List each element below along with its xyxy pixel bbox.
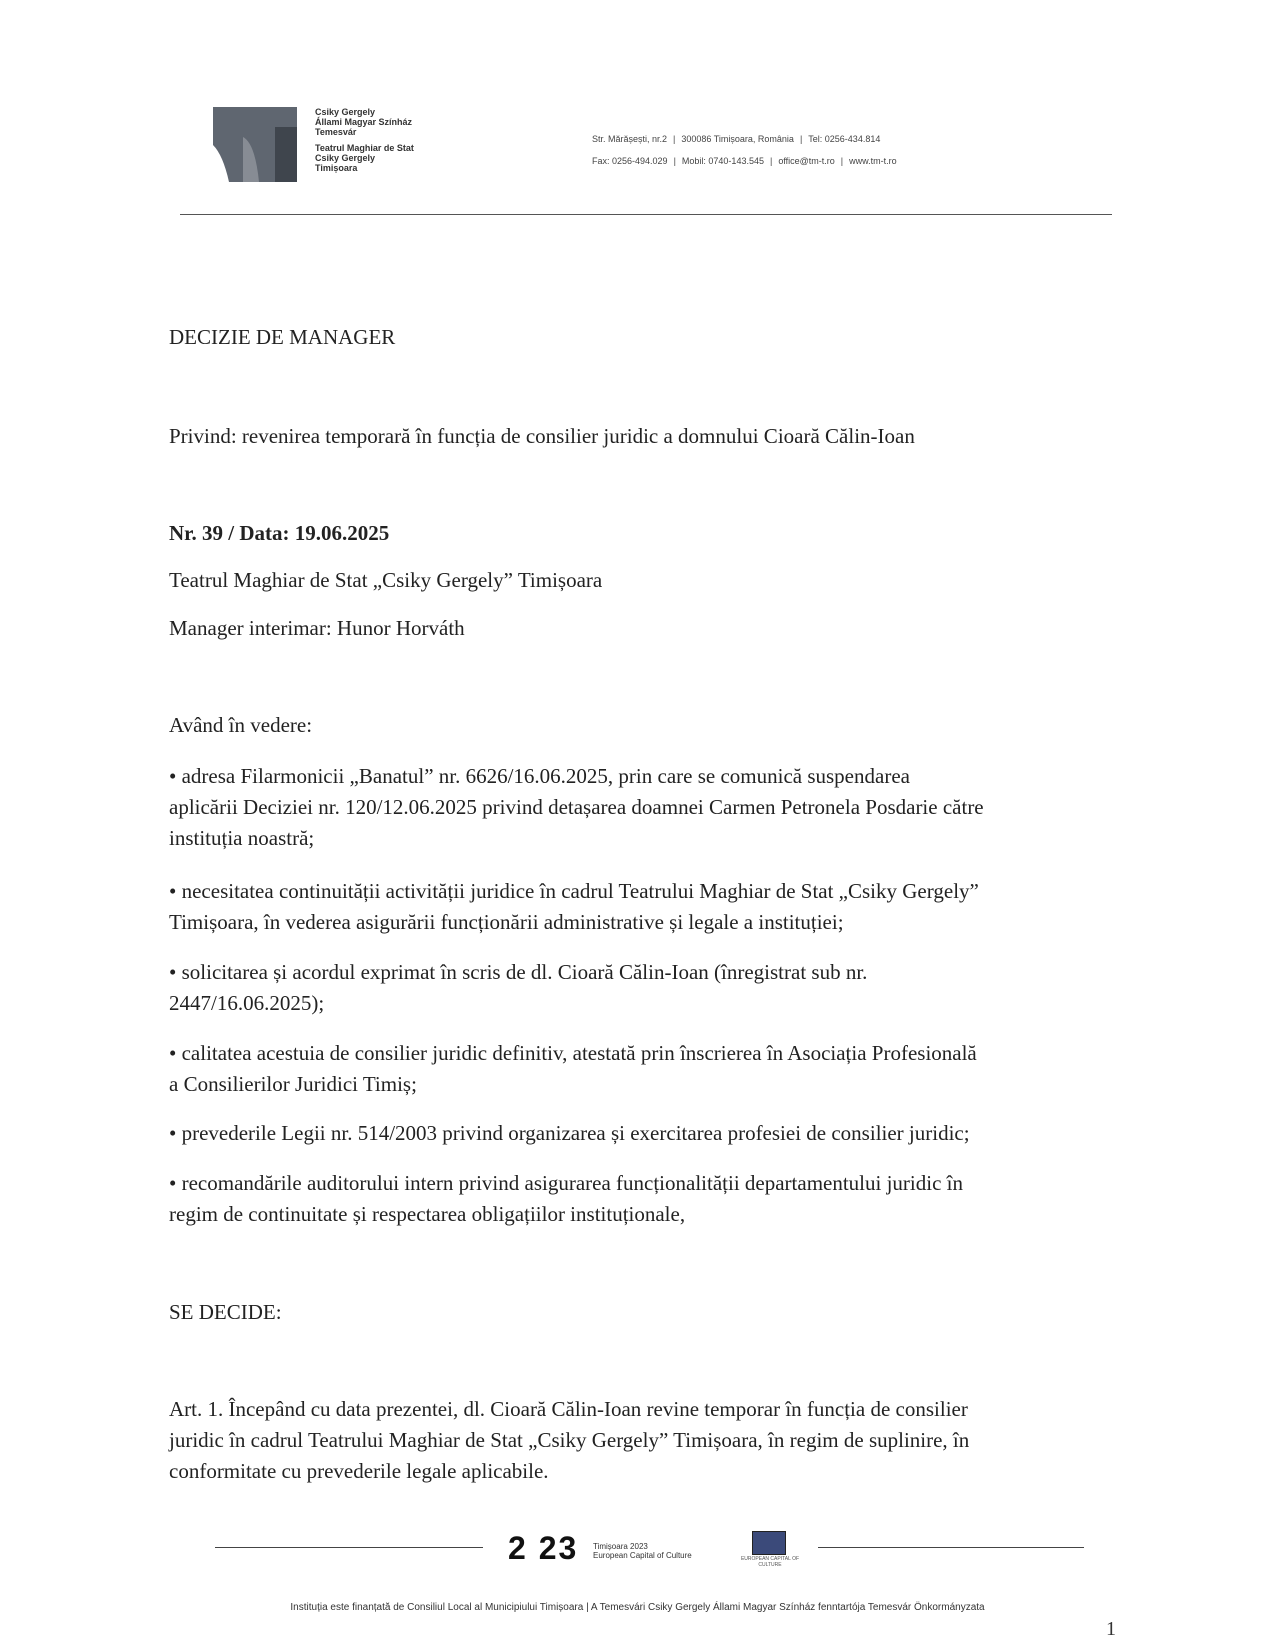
article-1-line-2: juridic în cadrul Teatrului Maghiar de Stat „Csiky Gergely” Timișoara, în regim de suplinire, în (169, 1428, 970, 1452)
phone: Tel: 0256-434.814 (808, 134, 881, 144)
article-1-line-3: conformitate cu prevederile legale aplicabile. (169, 1459, 549, 1483)
bullet-1-line-2: aplicării Deciziei nr. 120/12.06.2025 privind detașarea doamnei Carmen Petronela Posdarie către (169, 795, 984, 819)
org-name-ro-2: Csiky Gergely (315, 153, 376, 163)
bullet-3-line-1: • solicitarea și acordul exprimat în scris de dl. Cioară Călin-Ioan (înregistrat sub nr. (169, 960, 868, 984)
bullet-6-line-1: • recomandările auditorului intern privind asigurarea funcționalității departamentului juridic în (169, 1171, 964, 1195)
org-name-hu-1: Csiky Gergely (315, 107, 376, 117)
capital-digits: 2 23 (508, 1530, 579, 1566)
org-name-block (315, 107, 465, 173)
bullet-6 (169, 1168, 963, 1230)
considering-label: Având în vedere: (169, 713, 313, 737)
org-name-hu-3: Temesvár (315, 127, 357, 137)
email: office@tm-t.ro (778, 156, 835, 166)
bullet-4-line-2: a Consilierilor Juridici Timiș; (169, 1072, 417, 1096)
document-subject: Privind: revenirea temporară în funcția de consilier juridic a domnului Cioară Călin-Ioan (169, 424, 915, 448)
address: Str. Mărășești, nr.2 (592, 134, 668, 144)
number-date: Nr. 39 / Data: 19.06.2025 (169, 521, 390, 545)
bullet-3 (169, 957, 867, 1019)
article-1 (169, 1394, 969, 1487)
document-heading: DECIZIE DE MANAGER (169, 325, 396, 349)
manager-name: Manager interimar: Hunor Horváth (169, 616, 465, 640)
theatre-logo (213, 107, 297, 182)
funding-note: Instituția este finanțată de Consiliul Local al Municipiului Timișoara | A Temesvári Csiky Gergely Állami Magyar Színház fenntartója Temesvár Önkormányzata (290, 1602, 985, 1613)
footer-divider-left (215, 1547, 483, 1548)
capital-text (593, 1542, 692, 1560)
bullet-1-line-3: instituția noastră; (169, 826, 315, 850)
bullet-1 (169, 761, 984, 854)
website: www.tm-t.ro (849, 156, 897, 166)
bullet-2 (169, 876, 979, 938)
bullet-6-line-2: regim de continuitate și respectarea obligațiilor instituționale, (169, 1202, 686, 1226)
postal-address: 300086 Timișoara, România (681, 134, 794, 144)
capital-line-1: Timișoara 2023 (593, 1542, 648, 1551)
mobile: Mobil: 0740-143.545 (681, 156, 764, 166)
header-divider (180, 214, 1112, 215)
eu-flag-icon (752, 1531, 786, 1555)
contact-block (592, 128, 1112, 172)
bullet-4 (169, 1038, 977, 1100)
institution-name: Teatrul Maghiar de Stat „Csiky Gergely” Timișoara (169, 568, 603, 592)
org-name-ro-3: Timișoara (315, 163, 358, 173)
org-name-hu-2: Állami Magyar Színház (315, 117, 413, 127)
bullet-3-line-2: 2447/16.06.2025); (169, 991, 325, 1015)
fax: Fax: 0256-494.029 (592, 156, 668, 166)
bullet-1-line-1: • adresa Filarmonicii „Banatul” nr. 6626/16.06.2025, prin care se comunică suspendarea (169, 764, 910, 788)
bullet-5 (169, 1118, 970, 1149)
contact-line-1: Str. Mărășești, nr.2 | 300086 Timișoara, România | Tel: 0256-434.814 (592, 134, 881, 144)
article-1-line-1: Art. 1. Începând cu data prezentei, dl. Cioară Călin-Ioan revine temporar în funcția de consilier (169, 1397, 968, 1421)
capital-line-2: European Capital of Culture (593, 1551, 692, 1560)
footer-divider-right (818, 1547, 1084, 1548)
bullet-2-line-2: Timișoara, în vederea asigurării funcționării administrative și legale a instituției; (169, 910, 844, 934)
bullet-5-line-1: • prevederile Legii nr. 514/2003 privind organizarea și exercitarea profesiei de consilier juridic; (169, 1121, 970, 1145)
bullet-2-line-1: • necesitatea continuității activității juridice în cadrul Teatrului Maghiar de Stat „Csiky Gergely” (169, 879, 979, 903)
decides-label: SE DECIDE: (169, 1300, 282, 1324)
org-name-ro-1: Teatrul Maghiar de Stat (315, 143, 414, 153)
page-number: 1 (1106, 1618, 1116, 1640)
eu-caption: EUROPEAN CAPITAL OF CULTURE (740, 1556, 800, 1568)
contact-line-2: Fax: 0256-494.029 | Mobil: 0740-143.545 | office@tm-t.ro | www.tm-t.ro (592, 156, 897, 166)
bullet-4-line-1: • calitatea acestuia de consilier juridic definitiv, atestată prin înscrierea în Asociația Profesională (169, 1041, 977, 1065)
